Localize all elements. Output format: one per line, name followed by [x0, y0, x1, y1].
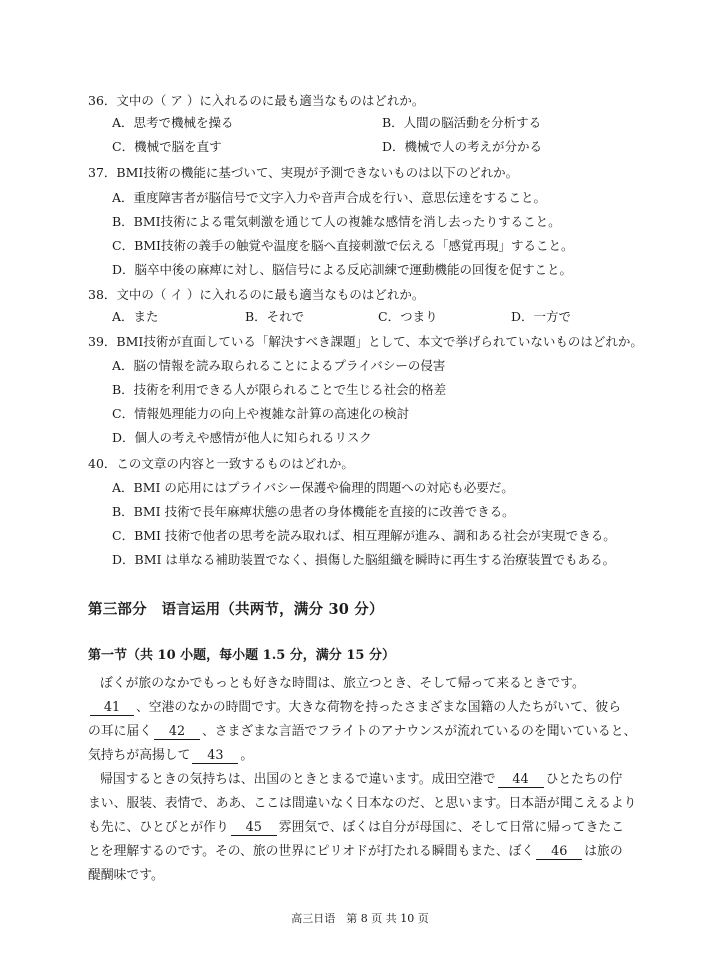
- passage-line-1: ぼくが旅のなかでもっとも好きな時間は、旅立つとき、そして帰って来るときです。: [100, 676, 585, 691]
- passage-line-4: 気持ちが高揚して 43 。: [88, 748, 254, 763]
- question-40-option-b: B．BMI 技術で長年麻痺状態の患者の身体機能を直接的に改善できる。: [112, 504, 515, 519]
- question-37-option-d: D．脳卒中後の麻痺に対し、脳信号による反応訓練で運動機能の回復を促すこと。: [112, 262, 573, 277]
- question-36-option-d: D．機械で人の考えが分かる: [382, 139, 543, 154]
- blank-41[interactable]: 41: [90, 701, 134, 716]
- passage-line-9: 醍醐味です。: [88, 868, 164, 883]
- question-39-option-a: A．脳の情報を読み取られることによるプライバシーの侵害: [112, 358, 446, 373]
- blank-46[interactable]: 46: [536, 845, 582, 860]
- blank-43[interactable]: 43: [192, 749, 238, 764]
- question-37-option-c: C．BMI技術の義手の触覚や温度を脳へ直接刺激で伝える「感覚再現」すること。: [112, 238, 574, 253]
- question-36-option-b: B．人間の脳活動を分析する: [382, 115, 542, 130]
- question-37-option-b: B．BMI技術による電気刺激を通じて人の複雑な感情を消し去ったりすること。: [112, 214, 561, 229]
- question-37-option-a: A．重度障害者が脳信号で文字入力や音声合成を行い、意思伝達をすること。: [112, 190, 547, 205]
- passage-line-2: 41 、空港のなかの時間です。大きな荷物を持ったさまざまな国籍の人たちがいて、彼ら: [88, 700, 634, 716]
- passage-line-3: の耳に届く 42 、さまざまな言語でフライトのアナウンスが流れているのを聞いていると、: [88, 724, 637, 739]
- question-36-stem: 36．文中の（ ア ）に入れるのに最も適当なものはどれか。: [88, 93, 425, 108]
- blank-42[interactable]: 42: [154, 725, 200, 740]
- question-38-option-d: D．一方で: [511, 309, 572, 324]
- passage-line-5: 帰国するときの気持ちは、出国のときとまるで違います。成田空港で 44 ひとたちの佇: [100, 772, 623, 787]
- question-38-option-b: B．それで: [245, 309, 305, 324]
- question-40-option-a: A．BMI の応用にはプライバシー保護や倫理的問題への対応も必要だ。: [112, 480, 514, 495]
- question-38-stem: 38．文中の（ イ ）に入れるのに最も適当なものはどれか。: [88, 287, 425, 302]
- part3-heading: 第三部分 语言运用（共两节，满分 30 分）: [88, 601, 384, 618]
- question-39-option-b: B．技術を利用できる人が限られることで生じる社会的格差: [112, 382, 447, 397]
- page-footer: 高三日语 第 8 页 共 10 页: [291, 912, 429, 925]
- section1-heading: 第一节（共 10 小题，每小题 1.5 分，满分 15 分）: [88, 648, 395, 663]
- question-36-option-c: C．機械で脳を直す: [112, 139, 222, 154]
- question-40-stem: 40．この文章の内容と一致するものはどれか。: [88, 456, 354, 471]
- question-40-option-c: C．BMI 技術で他者の思考を読み取れば、相互理解が進み、調和ある社会が実現できる。: [112, 528, 616, 543]
- passage-line-8: とを理解するのです。その、旅の世界にピリオドが打たれる瞬間もまた、ぼく 46 は旅の: [88, 844, 623, 859]
- question-39-option-d: D．個人の考えや感情が他人に知られるリスク: [112, 430, 372, 445]
- question-39-option-c: C．情報処理能力の向上や複雑な計算の高速化の検討: [112, 406, 410, 421]
- question-37-stem: 37．BMI技術の機能に基づいて、実現が予測できないものは以下のどれか。: [88, 165, 519, 180]
- question-39-stem: 39．BMI技術が直面している「解決すべき課題」として、本文で挙げられていないものはどれか。: [88, 334, 643, 349]
- blank-44[interactable]: 44: [498, 773, 544, 788]
- question-36-option-a: A．思考で機械を操る: [112, 115, 234, 130]
- question-38-option-c: C．つまり: [378, 309, 438, 324]
- question-40-option-d: D．BMI は単なる補助装置でなく、損傷した脳組織を瞬時に再生する治療装置でもある。: [112, 552, 616, 567]
- passage-line-7: も先に、ひとびとが作り 45 雰囲気で、ぼくは自分が母国に、そして日常に帰ってきたこ: [88, 820, 625, 835]
- blank-45[interactable]: 45: [231, 821, 277, 836]
- passage-line-6: まい、服装、表情で、ああ、ここは間違いなく日本なのだ、と思います。日本語が聞こえるより: [88, 796, 637, 811]
- question-38-option-a: A．また: [112, 309, 159, 324]
